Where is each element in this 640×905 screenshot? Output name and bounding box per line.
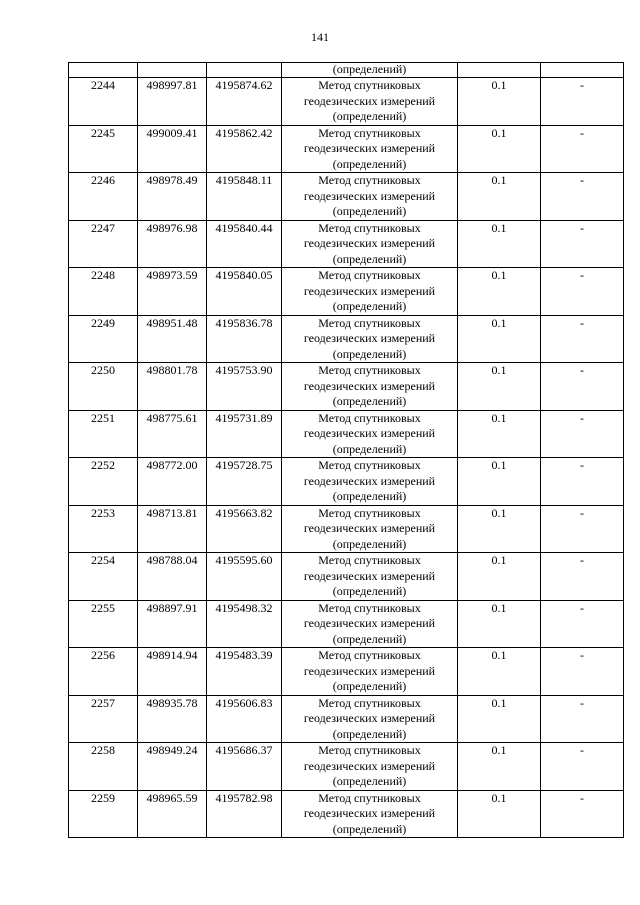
cell-y: 4195836.78: [207, 315, 282, 363]
page-number: 141: [311, 30, 329, 44]
cell-x: 498949.24: [138, 743, 207, 791]
cell-method: [282, 315, 458, 363]
table-row: [69, 743, 624, 791]
method-line: геодезических измерений: [303, 758, 436, 773]
cell-note: -: [541, 648, 624, 696]
cell-note: -: [541, 125, 624, 173]
method-line: (определений): [332, 679, 407, 693]
method-line: Метод спутниковых: [318, 363, 421, 377]
cell-y: 4195848.11: [207, 173, 282, 221]
method-line: Метод спутниковых: [318, 315, 421, 330]
cell-accuracy: 0.1: [458, 648, 541, 696]
cell-accuracy: 0.1: [458, 743, 541, 791]
method-line: геодезических измерений: [303, 473, 436, 488]
cell-method: [282, 458, 458, 506]
cell-accuracy: 0.1: [458, 695, 541, 743]
cell-accuracy: 0.1: [458, 363, 541, 411]
method-line: Метод спутниковых: [318, 505, 421, 520]
cell-id: 2247: [69, 220, 138, 268]
method-line: Метод спутниковых: [318, 173, 421, 187]
cell-x: 498935.78: [138, 695, 207, 743]
cell-method: [282, 173, 458, 221]
table-row: [69, 600, 624, 648]
cell-x: 498951.48: [138, 315, 207, 363]
method-line: (определений): [332, 299, 407, 313]
cell-note: [541, 63, 624, 78]
cell-id: 2254: [69, 553, 138, 601]
method-line: (определений): [332, 489, 407, 503]
table-row: [69, 173, 624, 221]
cell-method: [282, 410, 458, 458]
coordinates-table: [68, 62, 624, 838]
method-line: геодезических измерений: [303, 378, 436, 393]
table-body: [69, 63, 624, 838]
cell-accuracy: 0.1: [458, 220, 541, 268]
cell-accuracy: 0.1: [458, 505, 541, 553]
table-row: [69, 790, 624, 838]
cell-note: -: [541, 268, 624, 316]
method-line: (определений): [332, 346, 407, 361]
cell-y: 4195874.62: [207, 78, 282, 126]
cell-y: 4195782.98: [207, 790, 282, 838]
method-line: Метод спутниковых: [318, 648, 421, 662]
cell-accuracy: 0.1: [458, 410, 541, 458]
table-row: [69, 505, 624, 553]
method-line: (определений): [332, 156, 407, 171]
cell-method: [282, 600, 458, 648]
cell-accuracy: 0.1: [458, 600, 541, 648]
method-line: Метод спутниковых: [318, 695, 421, 710]
cell-x: 498772.00: [138, 458, 207, 506]
cell-y: 4195498.32: [207, 600, 282, 648]
method-line: (определений): [332, 394, 407, 408]
method-line: геодезических измерений: [303, 331, 436, 345]
method-line: Метод спутниковых: [318, 600, 421, 615]
method-line: геодезических измерений: [303, 521, 436, 535]
method-line: геодезических измерений: [303, 616, 436, 630]
cell-id: 2248: [69, 268, 138, 316]
cell-id: 2246: [69, 173, 138, 221]
method-line: Метод спутниковых: [318, 410, 421, 425]
cell-method: (определений): [282, 63, 458, 78]
method-line: геодезических измерений: [303, 141, 436, 155]
cell-note: -: [541, 78, 624, 126]
cell-note: -: [541, 173, 624, 221]
cell-method: [282, 553, 458, 601]
cell-x: 498801.78: [138, 363, 207, 411]
cell-y: [207, 63, 282, 78]
method-line: (определений): [332, 631, 407, 646]
cell-method: [282, 125, 458, 173]
cell-note: -: [541, 220, 624, 268]
method-line: (определений): [332, 774, 407, 788]
cell-accuracy: 0.1: [458, 790, 541, 838]
cell-note: -: [541, 410, 624, 458]
table-row: [69, 125, 624, 173]
cell-accuracy: 0.1: [458, 315, 541, 363]
cell-id: 2256: [69, 648, 138, 696]
method-line: (определений): [332, 204, 407, 218]
method-line: Метод спутниковых: [318, 790, 421, 805]
cell-id: [69, 63, 138, 78]
cell-accuracy: 0.1: [458, 458, 541, 506]
method-line: (определений): [332, 821, 407, 836]
cell-accuracy: [458, 63, 541, 78]
method-line: Метод спутниковых: [318, 268, 421, 282]
method-line: (определений): [332, 536, 407, 551]
table-row: [69, 315, 624, 363]
cell-accuracy: 0.1: [458, 268, 541, 316]
cell-y: 4195483.39: [207, 648, 282, 696]
cell-accuracy: 0.1: [458, 553, 541, 601]
cell-x: 498973.59: [138, 268, 207, 316]
cell-note: -: [541, 505, 624, 553]
cell-y: 4195686.37: [207, 743, 282, 791]
cell-id: 2245: [69, 125, 138, 173]
table-row: [69, 268, 624, 316]
cell-note: -: [541, 743, 624, 791]
method-line: Метод спутниковых: [318, 220, 421, 235]
cell-x: 498914.94: [138, 648, 207, 696]
cell-note: -: [541, 553, 624, 601]
method-line: (определений): [332, 109, 407, 123]
cell-method: [282, 505, 458, 553]
cell-method: [282, 695, 458, 743]
cell-x: 498978.49: [138, 173, 207, 221]
cell-y: 4195663.82: [207, 505, 282, 553]
method-line: геодезических измерений: [303, 283, 436, 298]
cell-id: 2249: [69, 315, 138, 363]
cell-id: 2258: [69, 743, 138, 791]
cell-note: -: [541, 600, 624, 648]
cell-y: 4195862.42: [207, 125, 282, 173]
cell-x: 499009.41: [138, 125, 207, 173]
cell-method: [282, 78, 458, 126]
cell-id: 2259: [69, 790, 138, 838]
cell-note: -: [541, 315, 624, 363]
table-row: [69, 410, 624, 458]
cell-y: 4195606.83: [207, 695, 282, 743]
method-line: геодезических измерений: [303, 236, 436, 250]
cell-note: -: [541, 363, 624, 411]
cell-y: 4195840.44: [207, 220, 282, 268]
cell-y: 4195728.75: [207, 458, 282, 506]
table-row: [69, 363, 624, 411]
cell-method: [282, 220, 458, 268]
method-line: (определений): [332, 584, 407, 598]
cell-note: -: [541, 458, 624, 506]
method-line: Метод спутниковых: [318, 458, 421, 472]
cell-x: 498775.61: [138, 410, 207, 458]
cell-x: 498713.81: [138, 505, 207, 553]
method-line: (определений): [332, 251, 407, 266]
table-row: [69, 648, 624, 696]
cell-x: 498976.98: [138, 220, 207, 268]
cell-y: 4195753.90: [207, 363, 282, 411]
cell-method: [282, 743, 458, 791]
cell-id: 2244: [69, 78, 138, 126]
cell-method: [282, 648, 458, 696]
method-line: (определений): [332, 726, 407, 741]
method-line: геодезических измерений: [303, 568, 436, 583]
cell-accuracy: 0.1: [458, 78, 541, 126]
cell-y: 4195731.89: [207, 410, 282, 458]
cell-x: 498897.91: [138, 600, 207, 648]
method-line: геодезических измерений: [303, 93, 436, 108]
cell-method: [282, 268, 458, 316]
cell-id: 2253: [69, 505, 138, 553]
cell-y: 4195840.05: [207, 268, 282, 316]
cell-id: 2250: [69, 363, 138, 411]
table-row: [69, 553, 624, 601]
cell-accuracy: 0.1: [458, 173, 541, 221]
table-row: [69, 458, 624, 506]
method-line: геодезических измерений: [303, 806, 436, 820]
table-row: [69, 78, 624, 126]
method-line: геодезических измерений: [303, 426, 436, 440]
cell-id: 2251: [69, 410, 138, 458]
continuation-row: [69, 63, 624, 78]
method-line: Метод спутниковых: [318, 78, 421, 92]
table-row: [69, 695, 624, 743]
cell-note: -: [541, 790, 624, 838]
cell-method: [282, 363, 458, 411]
method-line: геодезических измерений: [303, 711, 436, 725]
cell-y: 4195595.60: [207, 553, 282, 601]
method-line: Метод спутниковых: [318, 125, 421, 140]
method-line: геодезических измерений: [303, 188, 436, 203]
cell-id: 2255: [69, 600, 138, 648]
method-line: Метод спутниковых: [318, 743, 421, 757]
cell-accuracy: 0.1: [458, 125, 541, 173]
cell-x: 498997.81: [138, 78, 207, 126]
cell-method: [282, 790, 458, 838]
method-line: геодезических измерений: [303, 663, 436, 678]
cell-x: 498965.59: [138, 790, 207, 838]
cell-note: -: [541, 695, 624, 743]
cell-id: 2257: [69, 695, 138, 743]
table-row: [69, 220, 624, 268]
method-line: (определений): [332, 441, 407, 456]
cell-x: 498788.04: [138, 553, 207, 601]
cell-id: 2252: [69, 458, 138, 506]
cell-x: [138, 63, 207, 78]
method-line: Метод спутниковых: [318, 553, 421, 567]
